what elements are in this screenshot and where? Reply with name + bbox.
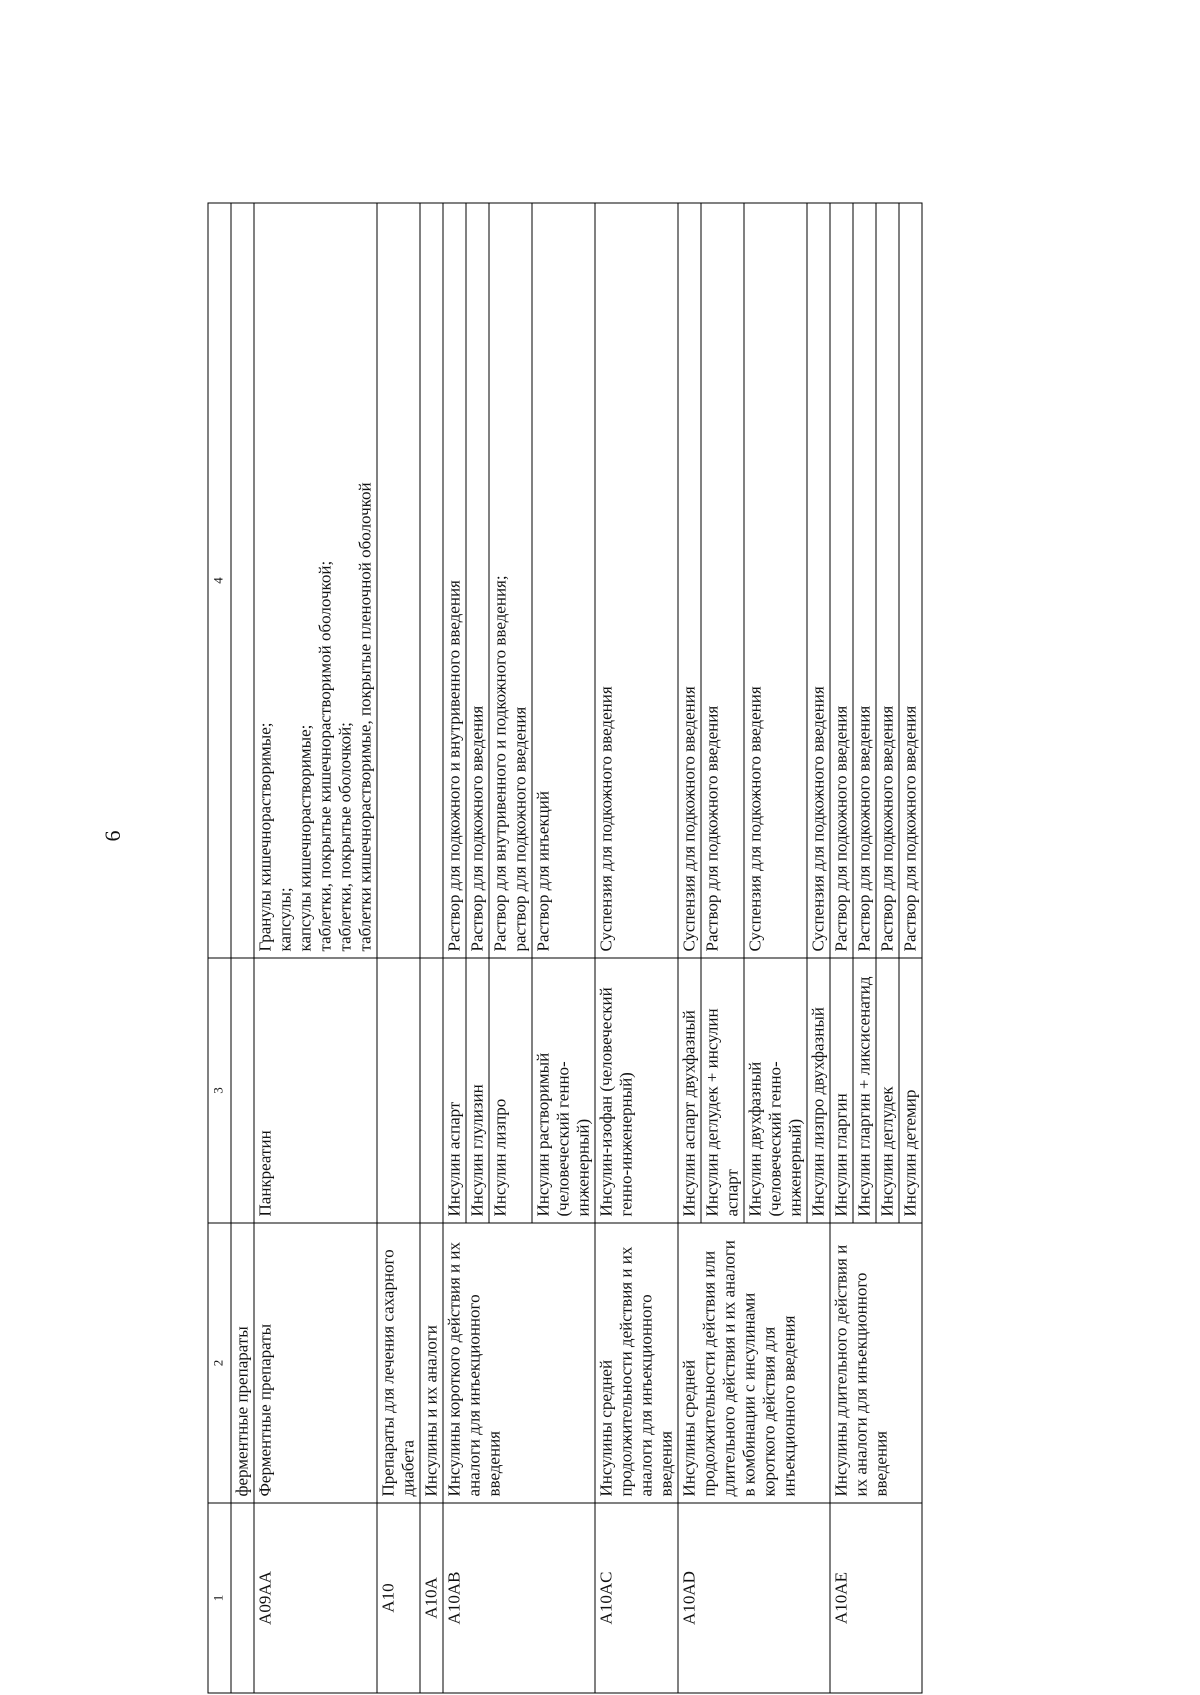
atc-code-cell: A10AE [830,1503,922,1693]
column-header: 4 [208,203,231,958]
drug-cell: Инсулин аспарт [443,958,466,1223]
page-number: 6 [100,830,125,842]
atc-code-cell [231,1503,254,1693]
atc-code-cell: A10AD [678,1503,830,1693]
drug-cell: Инсулин двухфазный (человеческий генно-инженерный) [744,958,807,1223]
atc-code-cell: A10AB [443,1503,595,1693]
atc-code-cell: A10A [420,1503,443,1693]
drug-cell: Инсулин гларгин + ликсисенатид [853,958,876,1223]
form-cell: Раствор для подкожного введения [853,203,876,958]
form-cell: Раствор для подкожного введения [466,203,489,958]
table-row [377,203,420,1693]
group-cell: Инсулины короткого действия и их аналоги для инъекционного введения [443,1223,595,1503]
group-cell: Ферментные препараты [254,1223,377,1503]
drug-cell: Инсулин-изофан (человеческий генно-инженерный) [595,958,678,1223]
column-header: 1 [208,1503,231,1693]
column-header: 2 [208,1223,231,1503]
table-row [231,203,254,1693]
drug-cell [377,958,420,1223]
form-cell: Раствор для подкожного введения [830,203,853,958]
drug-table [208,203,923,1694]
table-row [678,203,701,1693]
group-cell: Инсулины средней продолжительности действия или длительного действия и их аналоги в комбинации с инсулинами короткого действия для инъекционного введения [678,1223,830,1503]
rotated-table-wrapper [208,204,1113,1694]
group-cell: ферментные препараты [231,1223,254,1503]
form-cell: Раствор для подкожного и внутривенного введения [443,203,466,958]
drug-cell: Инсулин лизпро двухфазный [807,958,830,1223]
form-cell: Суспензия для подкожного введения [807,203,830,958]
group-cell: Инсулины средней продолжительности действия и их аналоги для инъекционного введения [595,1223,678,1503]
form-cell: Гранулы кишечнорастворимые; капсулы; капсулы кишечнорастворимые; таблетки, покрытые кишечнорастворимой оболочкой; таблетки, покрытые оболочкой; таблетки кишечнорастворимые, покрытые пленочной оболочкой [254,203,377,958]
drug-cell: Инсулин деглудек [876,958,899,1223]
atc-code-cell: A09AA [254,1503,377,1693]
form-cell: Раствор для подкожного введения [899,203,922,958]
table-row [254,203,377,1693]
table-row [443,203,466,1693]
form-cell: Раствор для внутривенного и подкожного введения; раствор для подкожного введения [489,203,532,958]
drug-cell: Инсулин лизпро [489,958,532,1223]
table-row [420,203,443,1693]
drug-cell: Инсулин деглудек + инсулин аспарт [701,958,744,1223]
atc-code-cell: A10 [377,1503,420,1693]
form-cell: Раствор для подкожного введения [701,203,744,958]
form-cell: Раствор для подкожного введения [876,203,899,958]
drug-cell [231,958,254,1223]
drug-cell: Панкреатин [254,958,377,1223]
drug-cell: Инсулин глулизин [466,958,489,1223]
drug-cell: Инсулин гларгин [830,958,853,1223]
form-cell: Раствор для инъекций [532,203,595,958]
drug-cell: Инсулин аспарт двухфазный [678,958,701,1223]
table-row [830,203,853,1693]
form-cell: Суспензия для подкожного введения [595,203,678,958]
form-cell [420,203,443,958]
table-row [595,203,678,1693]
drug-cell: Инсулин растворимый (человеческий генно-инженерный) [532,958,595,1223]
atc-code-cell: A10AC [595,1503,678,1693]
drug-cell: Инсулин детемир [899,958,922,1223]
drug-cell [420,958,443,1223]
group-cell: Инсулины и их аналоги [420,1223,443,1503]
header-row [208,203,231,1693]
form-cell: Суспензия для подкожного введения [744,203,807,958]
form-cell [377,203,420,958]
form-cell: Суспензия для подкожного введения [678,203,701,958]
form-cell [231,203,254,958]
group-cell: Препараты для лечения сахарного диабета [377,1223,420,1503]
column-header: 3 [208,958,231,1223]
group-cell: Инсулины длительного действия и их аналоги для инъекционного введения [830,1223,922,1503]
